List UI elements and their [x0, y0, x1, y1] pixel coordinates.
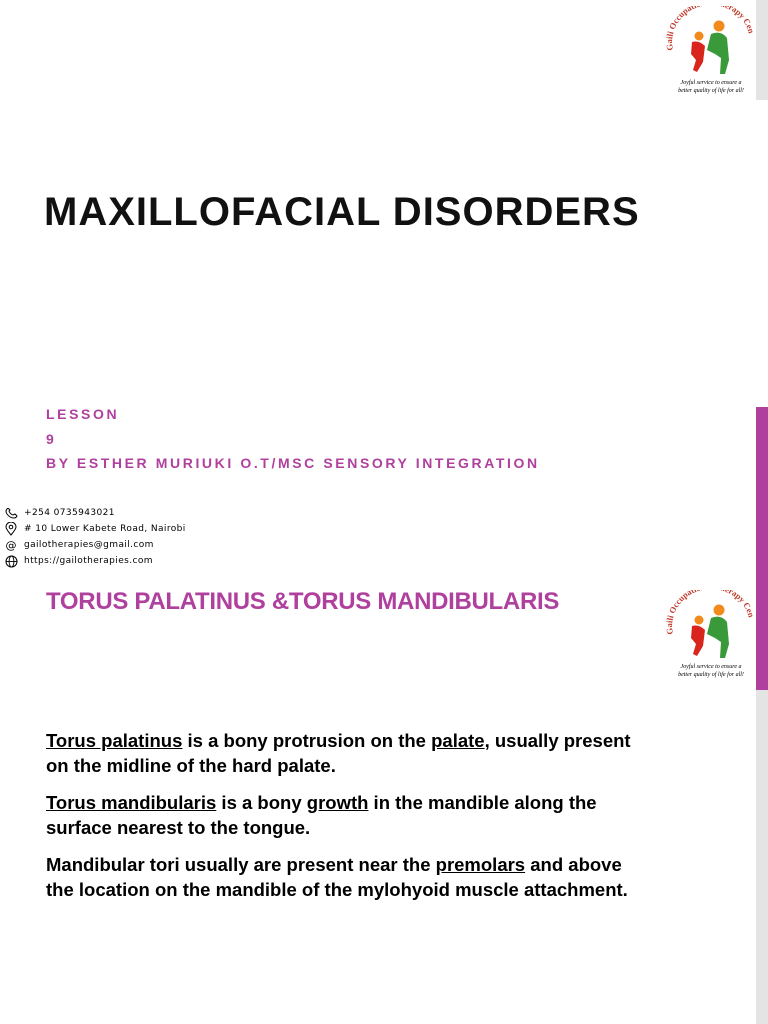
paragraph-torus-mandibularis: Torus mandibularis is a bony growth in the mandible along the surface nearest to the tongue.: [46, 792, 597, 838]
contact-website[interactable]: https://gailotherapies.com: [4, 553, 186, 569]
slide-2-body: [46, 728, 646, 914]
paragraph-torus-palatinus: Torus palatinus is a bony protrusion on the palate, usually present on the midline of the hard palate.: [46, 730, 631, 776]
svg-text:Joyful service to ensure a: Joyful service to ensure a: [680, 664, 742, 670]
contact-phone[interactable]: +254 0735943021: [4, 505, 186, 521]
svg-text:better quality of life for all: better quality of life for all!: [678, 88, 744, 94]
link-premolars[interactable]: premolars: [435, 854, 526, 875]
slide-title: MAXILLOFACIAL DISORDERS: [44, 190, 640, 234]
lesson-label: LESSON: [46, 406, 120, 422]
svg-text:Joyful service to ensure a: Joyful service to ensure a: [680, 80, 742, 86]
contact-list: [4, 505, 186, 569]
edge-bar-accent: [756, 407, 768, 578]
lesson-number: 9: [46, 430, 57, 447]
globe-icon: [4, 554, 18, 568]
lesson-subtitle: [46, 402, 540, 476]
svg-text:Gaili Occupational Therapy Cen: Gaili Occupat rapy Cen: [664, 590, 757, 636]
paragraph-mandibular-tori: Mandibular tori usually are present near the premolars and above the location on the mandible of the mylohyoid muscle attachment.: [46, 854, 628, 900]
location-pin-icon: [4, 522, 18, 536]
email-at-icon: @: [5, 538, 17, 552]
link-growth[interactable]: growth: [306, 792, 369, 813]
edge-bar-gray-2: [756, 690, 768, 1024]
author-line: BY ESTHER MURIUKI O.T/MSC SENSORY INTEGRATION: [46, 455, 540, 471]
svg-text:Gaili Occupational Therapy Cen: Gaili Occupat rapy Cen: [664, 6, 757, 52]
link-palate[interactable]: palate: [431, 730, 485, 751]
link-torus-mandibularis[interactable]: Torus mandibularis: [46, 792, 217, 813]
svg-text:better quality of life for all: better quality of life for all!: [678, 672, 744, 678]
link-torus-palatinus[interactable]: Torus palatinus: [46, 730, 183, 751]
gaili-logo-2: [663, 590, 759, 682]
contact-email[interactable]: @ gailotherapies@gmail.com: [5, 538, 154, 552]
slide-2: [0, 578, 768, 1024]
gaili-logo: [663, 6, 759, 98]
slide-2-title: TORUS PALATINUS &TORUS MANDIBULARIS: [46, 588, 560, 615]
phone-icon: [4, 506, 18, 520]
contact-address[interactable]: # 10 Lower Kabete Road, Nairobi: [4, 521, 186, 537]
